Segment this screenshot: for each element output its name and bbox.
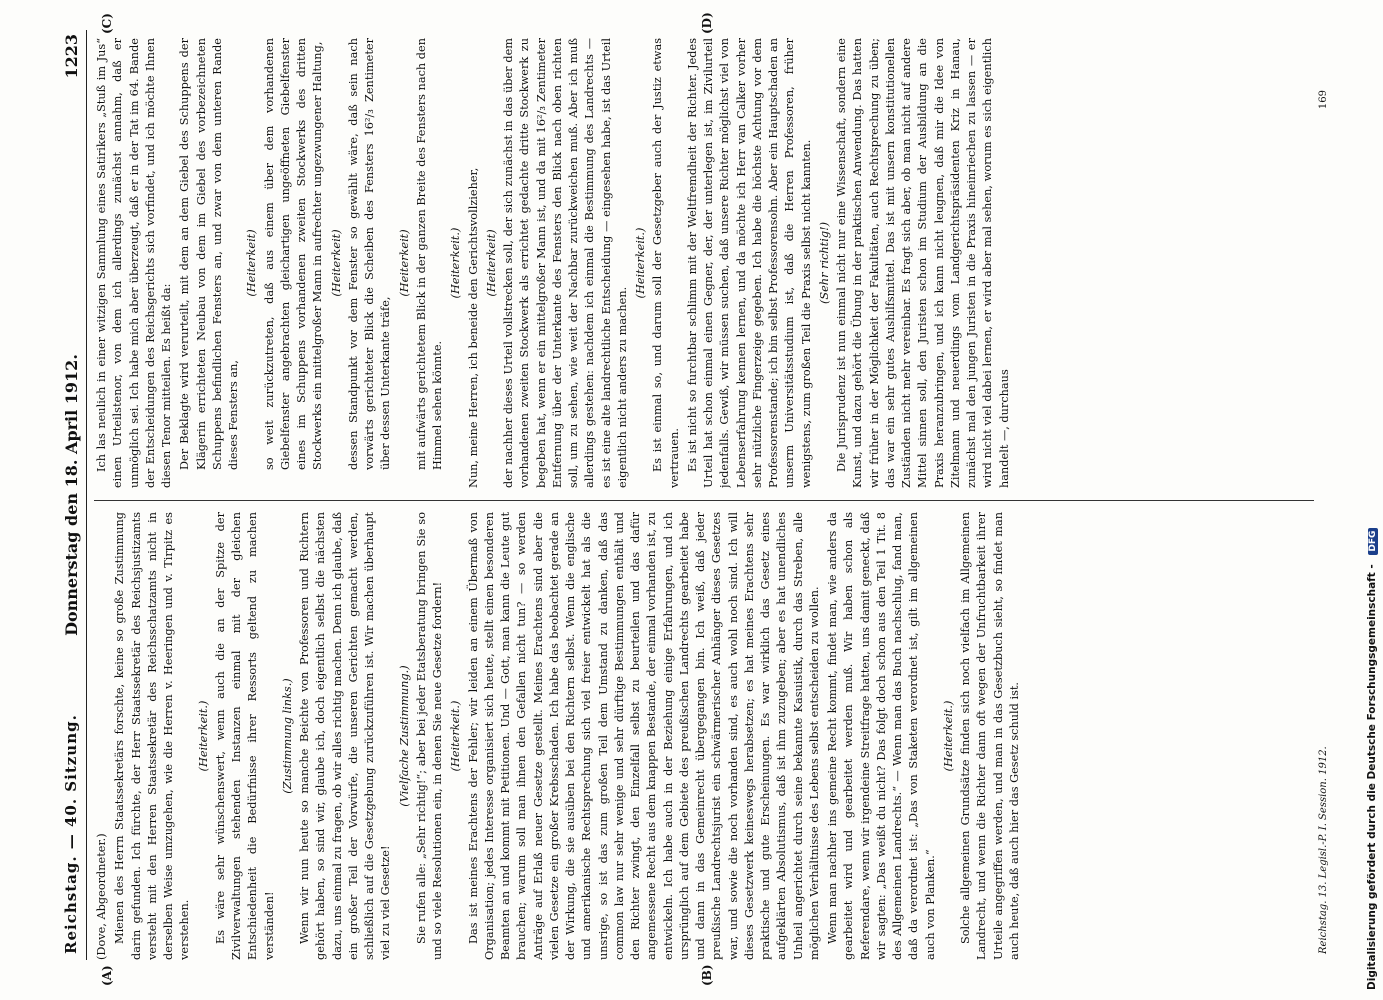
interjection: (Heiterkeit) xyxy=(245,229,259,297)
paragraph: Nun, meine Herren, ich beneide den Gerichtsvollzieher, xyxy=(466,167,480,488)
left-column xyxy=(94,512,1314,960)
margin-mark-d: (D) xyxy=(700,12,714,34)
footer-left: Reichstag. 13. Legisl.-P. I. Session. 1912. xyxy=(1318,746,1329,954)
page-header xyxy=(60,30,87,960)
page-number: 1223 xyxy=(62,34,81,79)
paragraph: Wenn man nachher ins gemeine Recht kommt, findet man, wie anders da gearbeitet wird und gearbeitet werden muß. Wir haben schon als Referendare, wenn wir irgendeine Streitfrage hatten, uns damit geneckt, daß wir sagten: „Das weißt du nicht? Das folgt doch schon aus den Teil 1 Tit. 8 des Allgemeinen Landrechts.“ — Wenn man das Buch nachschlug, fand man, daß da verordnet ist: „Das von Staketen verordnet ist, gilt im allgemeinen auch von Planken.“ xyxy=(826,512,937,960)
paragraph: Wenn wir nun heute so manche Beichte von Professoren und Richtern gehört haben, so sind wir, glaube ich, doch eigentlich selbst die nächsten dazu, uns einmal zu fragen, ob wir alles richtig machen. Denn ich glaube, daß ein großer Teil der Vorwürfe, die unseren Gerichten gemacht werden, schließlich auf die Gesetzgebung zurückzuführen ist. Wir machen überhaupt viel zu viel Gesetze! xyxy=(298,512,393,960)
paragraph: Es ist einmal so, und darum soll der Gesetzgeber auch der Justiz etwas vertrauen. xyxy=(651,38,681,488)
paragraph: Das ist meines Erachtens der Fehler; wir leiden an einem Übermaß von Organisation; jedes Interesse organisiert sich heute, stellt einen besonderen Beamten an und kommt mit Petitionen. Und — Gott, man kann die Leute gut brauchen; warum soll man ihnen den Gefallen nicht tun? — so werden Anträge auf Erlaß neuer Gesetze gestellt. Meines Erachtens sind aber die vielen Gesetze ein großer Krebsschaden. Ich habe das beobachtet gerade an der Wirkung, die sie ausüben bei den Richtern selbst. Wenn die englische und amerikanische Rechtsprechung sich viel freier entwickelt hat als die unsrige, so ist das zum großen Teil dem Umstand zu danken, daß das common law nur sehr wenige und sehr dürftige Bestimmungen enthält und den Richter zwingt, den Einzelfall selbst zu beurteilen und das dafür angemessene Recht aus dem knappen Bestande, der einmal vorhanden ist, zu entwickeln. Ich habe auch in der Beziehung einige Erfahrungen, und ich ursprünglich auf dem Gebiete des preußischen Landrechts gearbeitet habe und dann in das Gemeinrecht übergegangen bin. Ich weiß, daß jeder preußische Landrechtsjurist ein schwärmerischer Anhänger dieses Gesetzes war, und sowie die noch vorhanden sind, es auch wohl noch sind. Ich will dieses Gesetzwerk keineswegs herabsetzen; es hat meines Erachtens sehr praktische und gute Erscheinungen. Es war wirklich das Gesetz eines aufgeklärten Absolutismus, daß ist ihm zuzugeben; aber es hat unendliches Unheil angerichtet durch seine bekannte Kasuistik, durch das Streben, alle möglichen Verhältnisse des Lebens selbst entscheiden zu wollen. xyxy=(466,512,821,960)
quoted-verdict: dessen Standpunkt vor dem Fenster so gewählt wäre, daß sein nach vorwärts gerichteter Blick die Scheiben des Fensters 16²/₃ Zentimeter über dessen Unterkante träfe, xyxy=(346,38,393,470)
header-left: Reichstag. — 40. Sitzung. xyxy=(62,714,80,954)
header-date: Donnerstag den 18. April 1912. xyxy=(62,354,81,636)
quoted-verdict: mit aufwärts gerichtetem Blick in der ganzen Breite des Fensters nach den Himmel sehen könnte. xyxy=(414,38,444,470)
paragraph: Sie rufen alle: „Sehr richtig!“; aber bei jeder Etatsberatung bringen Sie so und so viele Resolutionen ein, in denen Sie neue Gesetze fordern! xyxy=(414,512,444,960)
margin-mark-b: (B) xyxy=(700,964,714,986)
right-column xyxy=(94,38,1314,488)
interjection: (Heiterkeit.) xyxy=(449,700,463,772)
dfg-logo-icon: DFG xyxy=(1368,528,1378,555)
quoted-verdict: Der Beklagte wird verurteilt, mit dem an dem Giebel des Schuppens der Klägerin errichteten Neubau von dem im Giebel des vorbezeichneten Schuppens befindlichen Fensters an, und zwar von dem unteren Rande dieses Fensters an, xyxy=(178,38,240,470)
margin-mark-c: (C) xyxy=(100,13,114,34)
rotated-page-content xyxy=(60,12,1350,986)
quoted-verdict: so weit zurückzutreten, daß aus einem über dem vorhandenen Giebelfenster angebrachten gleichartigen ungeöffneten Giebelfenster eines im Schuppens vorhandenen zweiten Stockwerks des dritten Stockwerks ein mittelgroßer Mann in aufrechter ungezwungener Haltung, xyxy=(262,38,325,470)
column-divider xyxy=(94,500,1314,501)
interjection: (Heiterkeit) xyxy=(397,229,411,297)
paragraph: Mienen des Herrn Staatssekretärs forschte, keine so große Zustimmung darin gefunden. Ich fürchte, der Herr Staatssekretär des Reichsjustizamts versteht mit den Herren Staatssekretär des Reichsschatzamts nicht in derselben Weise umzugehen, wie die Herren v. Heeringen und v. Tirpitz es verstehen. xyxy=(113,512,192,960)
interjection: (Vielfache Zustimmung.) xyxy=(397,665,411,807)
interjection: (Heiterkeit) xyxy=(329,229,343,297)
speaker-line: (Dove, Abgeordneter.) xyxy=(95,833,108,960)
paragraph: Es ist nicht so furchtbar schlimm mit der Weltfremdheit der Richter. Jedes Urteil hat schon einmal einen Gegner, der, der unterlegen ist, im Zivilurteil jedenfalls. Gewiß, wir müssen suchen, daß unsere Richter möglichst viel von Lebenserfahrung kennen lernen, und da möchte ich Herr van Calker vorher sehr nützliche Fingerzeige gegeben. Ich habe die höchste Achtung vor dem Professorenstande; ich bin selbst Professorensohn. Aber ein Hauptschaden an unserm Universitätsstudium ist, daß die Herren Professoren, früher wenigstens, zum großen Teil die Praxis selbst nicht kannten. xyxy=(685,38,813,488)
interjection: (Heiterkeit.) xyxy=(941,700,955,772)
margin-mark-a: (A) xyxy=(100,965,114,986)
side-credit xyxy=(1366,10,1380,990)
paragraph: Die Jurisprudenz ist nun einmal nicht nur eine Wissenschaft, sondern eine Kunst, und dazu gehört die Übung in der praktischen Anwendung. Das hatten wir früher in der Möglichkeit der Fakultäten, auch Rechtsprechung zu üben; das war ein sehr gutes Aushilfsmittel. Das ist mit unsern konstitutionellen Zuständen nicht mehr vereinbar. Es fragt sich aber, ob man nicht auf andere Mittel sinnen soll, den Juristen schon im Studium der Ausbildung an die Praxis heranzubringen, und ich kann nicht leugnen, daß mir die Idee von Zitelmann und neuerdings vom Landgerichtspräsidenten Kriz in Hanau, zunächst mal den jungen Juristen in die Praxis hineinriechen zu lassen — er wird nicht viel dabei lernen, er wird aber mal sehen, worum es sich eigentlich handelt —, durchaus xyxy=(835,38,1011,488)
paragraph: Ich las neulich in einer witzigen Sammlung eines Satirikers „Stuß im Jus“ einen Urteilstenor, von dem ich allerdings zunächst annahm, daß er unmöglich sei. Ich habe mich aber überzeugt, daß er in der Tat im 64. Bande der Entscheidungen des Reichsgerichts sich vorfindet, und ich möchte Ihnen diesen Tenor mitteilen. Es heißt da: xyxy=(95,38,173,488)
interjection: (Sehr richtig!) xyxy=(817,221,831,305)
interjection: (Heiterkeit.) xyxy=(196,700,210,772)
paragraph: Es wäre sehr wünschenswert, wenn auch die an der Spitze der Zivilverwaltungen stehenden Instanzen einmal mit der gleichen Entschiedenheit die Bedürfnisse ihrer Ressorts geltend zu machen verständen! xyxy=(213,512,276,960)
paragraph: Solche allgemeinen Grundsätze finden sich noch vielfach im Allgemeinen Landrecht, und wenn die Richter dann oft wegen der Unfruchtbarkeit ihrer Urteile angegriffen werden, und man in das Gesetzbuch sieht, so findet man auch heute, daß auch hier das Gesetz schuld ist. xyxy=(959,512,1021,960)
interjection: (Heiterkeit) xyxy=(484,229,498,297)
interjection: (Zustimmung links.) xyxy=(280,678,294,794)
footer-signature: 169 xyxy=(1318,90,1329,110)
paragraph: der nachher dieses Urteil vollstrecken soll, der sich zunächst in das über dem vorhandenen zweiten Stockwerk als errichtet gedachte dritte Stockwerk zu begeben hat, wenn er ein mittelgroßer Mann ist, und da mit 16²/₃ Zentimeter Entfernung über der Unterkante des Fensters den Blick nach oben richten soll, um zu sehen, wie weit der Nachbar zurückweichen muß. Aber ich muß allerdings gestehen: nachdem ich einmal die Bestimmung des Landrechts — es ist eine alte landrechtliche Entscheidung — eingesehen habe, ist das Urteil eigentlich nicht anders zu machen. xyxy=(502,38,629,488)
interjection: (Heiterkeit.) xyxy=(449,227,463,299)
interjection: (Heiterkeit.) xyxy=(634,227,647,299)
side-credit-text: Digitalisierung gefördert durch die Deutsche Forschungsgemeinschaft - xyxy=(1366,564,1378,990)
